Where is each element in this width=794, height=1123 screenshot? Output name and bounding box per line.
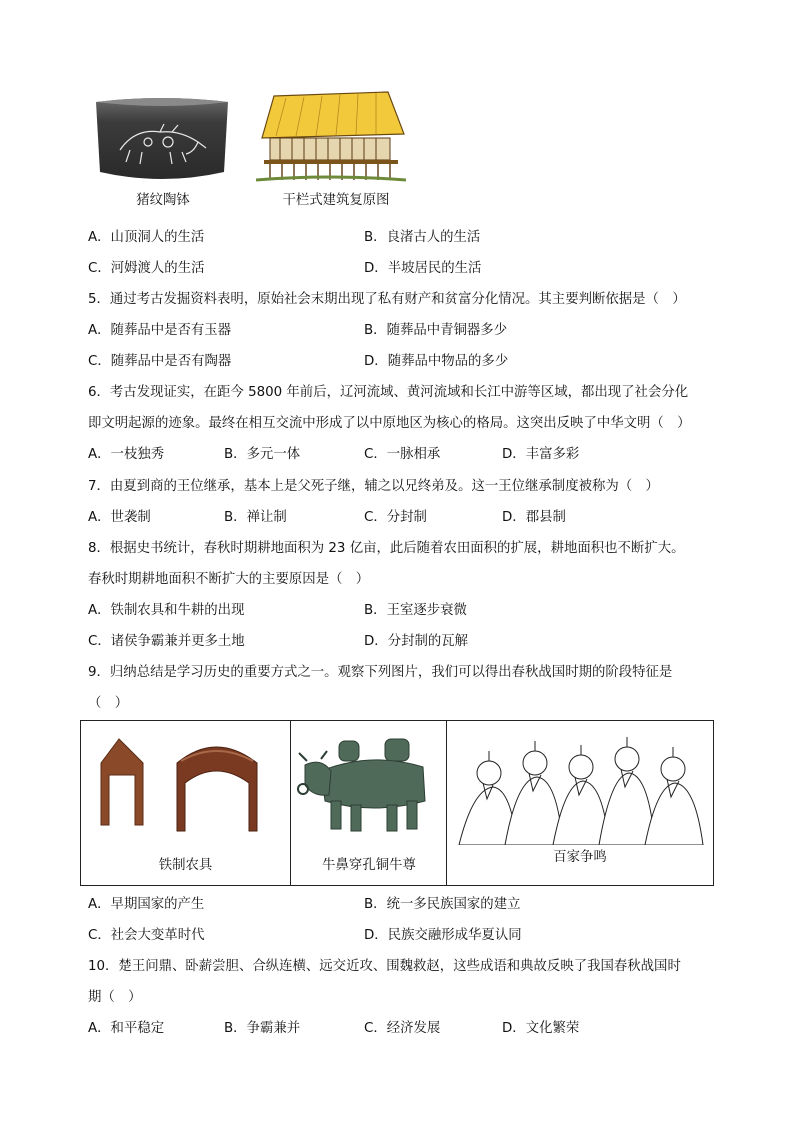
q8-stem-line1: 8．根据史书统计，春秋时期耕地面积为 23 亿亩，此后随着农田面积的扩展，耕地面积也不断扩大。	[88, 541, 685, 556]
q7-option-b: B．禅让制	[224, 510, 287, 525]
q9-image-table	[80, 720, 714, 886]
q9-cell-iron-tools	[81, 721, 290, 885]
pottery-bowl-image	[90, 92, 234, 186]
q8-option-c: C．诸侯争霸兼并更多土地	[88, 634, 245, 649]
q4-option-d: D．半坡居民的生活	[364, 261, 482, 276]
q9-stem-line1: 9．归纳总结是学习历史的重要方式之一。观察下列图片，我们可以得出春秋战国时期的阶段特征是	[88, 665, 673, 680]
q7-option-c: C．分封制	[364, 510, 427, 525]
pottery-caption: 猪纹陶钵	[136, 193, 190, 208]
q5-stem: 5．通过考古发掘资料表明，原始社会末期出现了私有财产和贫富分化情况。其主要判断依据是（ ）	[88, 292, 686, 307]
q5-option-d: D．随葬品中物品的多少	[364, 354, 509, 369]
q10-option-d: D．文化繁荣	[502, 1021, 580, 1036]
q4-option-b: B．良渚古人的生活	[364, 230, 481, 245]
q6-option-b: B．多元一体	[224, 447, 301, 462]
q8-stem-line2: 春秋时期耕地面积不断扩大的主要原因是（ ）	[88, 572, 370, 587]
q9-cell-bronze-ox	[290, 721, 446, 885]
q8-option-b: B．王室逐步衰微	[364, 603, 467, 618]
bronze-ox-image	[291, 731, 447, 851]
q6-option-c: C．一脉相承	[364, 447, 441, 462]
q6-stem-line1: 6．考古发现证实，在距今 5800 年前后，辽河流域、黄河流域和长江中游等区域，都出现了社会分化	[88, 385, 689, 400]
q5-option-b: B．随葬品中青铜器多少	[364, 323, 508, 338]
q7-stem: 7．由夏到商的王位继承，基本上是父死子继，辅之以兄终弟及。这一王位继承制度被称为（ ）	[88, 479, 659, 494]
q9-caption-bronze-ox: 牛鼻穿孔铜牛尊	[322, 858, 416, 873]
q6-option-a: A．一枝独秀	[88, 447, 165, 462]
q8-option-a: A．铁制农具和牛耕的出现	[88, 603, 245, 618]
q9-option-b: B．统一多民族国家的建立	[364, 897, 521, 912]
q9-option-a: A．早期国家的产生	[88, 897, 205, 912]
q8-option-d: D．分封制的瓦解	[364, 634, 469, 649]
hundred-schools-image	[453, 729, 713, 845]
q6-stem-line2: 即文明起源的迹象。最终在相互交流中形成了以中原地区为核心的格局。这突出反映了中华文明（ ）	[88, 416, 691, 431]
q9-caption-hundred-schools: 百家争鸣	[553, 850, 607, 865]
q5-option-c: C．随葬品中是否有陶器	[88, 354, 232, 369]
q9-cell-hundred-schools	[446, 721, 713, 885]
stilt-house-image	[256, 88, 406, 184]
q5-option-a: A．随葬品中是否有玉器	[88, 323, 232, 338]
q4-option-a: A．山顶洞人的生活	[88, 230, 205, 245]
q10-option-c: C．经济发展	[364, 1021, 441, 1036]
q9-option-d: D．民族交融形成华夏认同	[364, 928, 522, 943]
q7-option-d: D．郡县制	[502, 510, 566, 525]
q4-option-c: C．河姆渡人的生活	[88, 261, 205, 276]
q9-stem-line2: （ ）	[88, 696, 129, 711]
q10-stem-line2: 期（ ）	[88, 990, 142, 1005]
q7-option-a: A．世袭制	[88, 510, 151, 525]
q10-stem-line1: 10．楚王问鼎、卧薪尝胆、合纵连横、远交近攻、围魏救赵，这些成语和典故反映了我国春秋战国时	[88, 959, 681, 974]
q9-option-c: C．社会大变革时代	[88, 928, 205, 943]
q10-option-b: B．争霸兼并	[224, 1021, 301, 1036]
q10-option-a: A．和平稳定	[88, 1021, 165, 1036]
stilt-house-caption: 干栏式建筑复原图	[282, 193, 390, 208]
iron-tools-image	[81, 731, 290, 851]
q9-caption-iron-tools: 铁制农具	[158, 858, 213, 873]
q6-option-d: D．丰富多彩	[502, 447, 580, 462]
